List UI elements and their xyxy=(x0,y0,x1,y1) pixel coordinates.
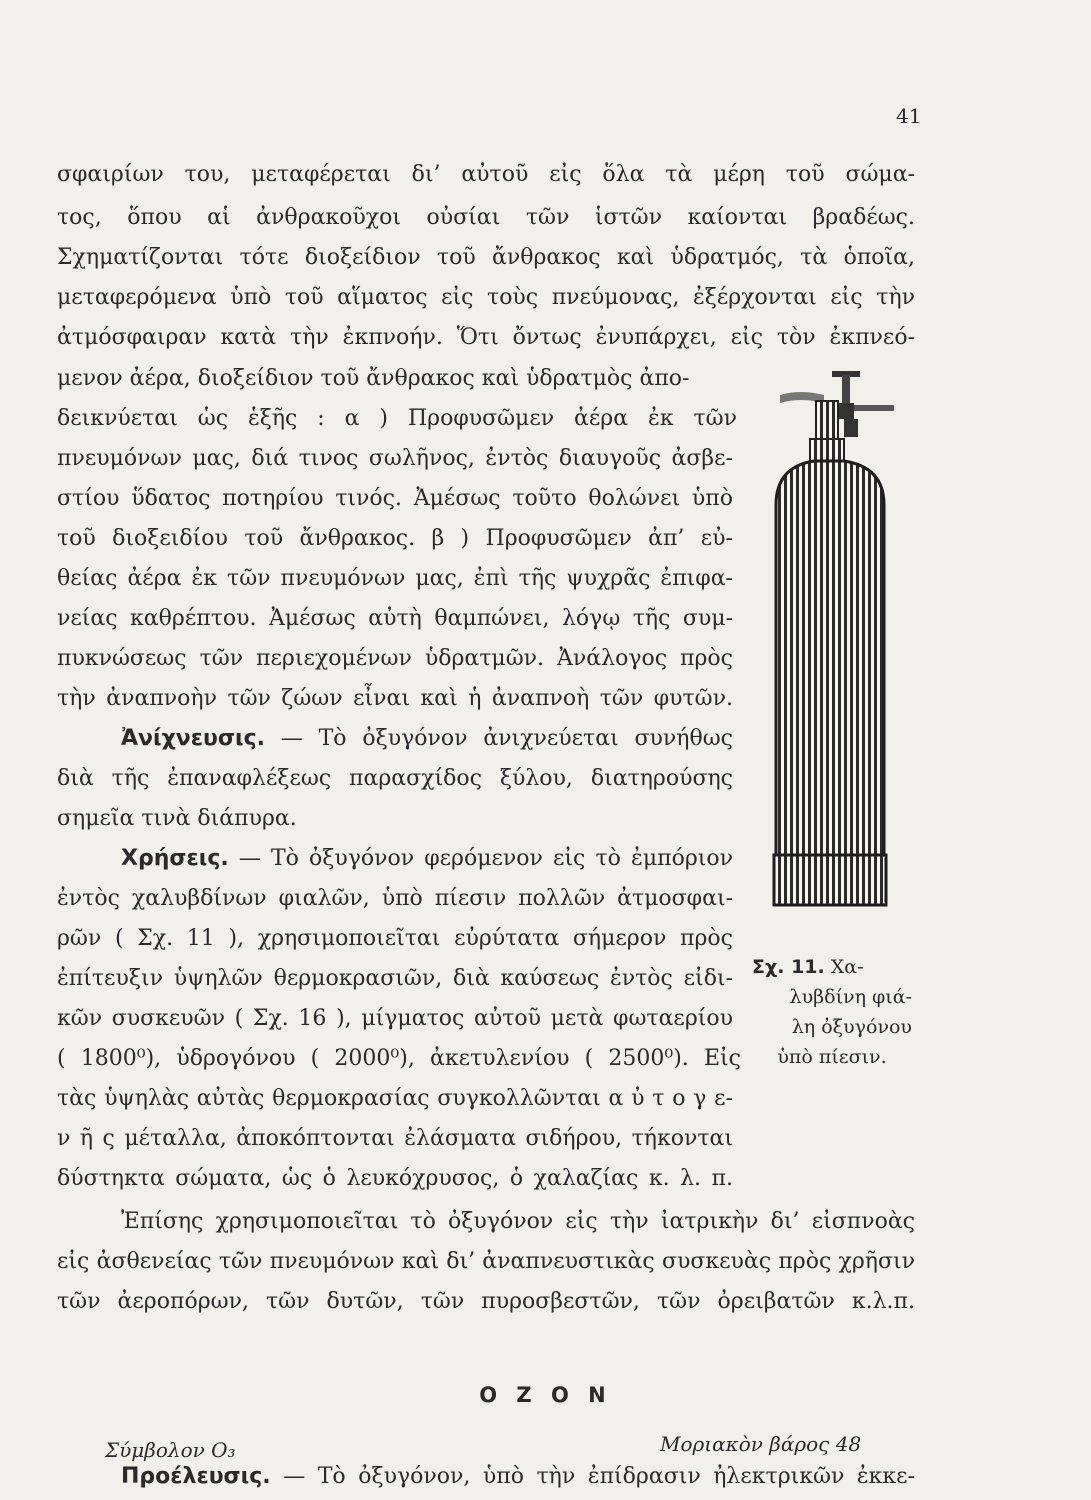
text-line: θείας ἀέρα ἐκ τῶν πνευμόνων μας, ἐπὶ τῆς ψυχρᾶς ἐπιφα- xyxy=(57,566,733,591)
text-line: τος, ὅπου αἱ ἀνθρακοῦχοι οὐσίαι τῶν ἱστῶν καίονται βραδέως. xyxy=(57,205,915,230)
text-line: Ἐπίσης χρησιμοποιεῖται τὸ ὀξυγόνον εἰς τὴν ἰατρικὴν δι’ εἰσπνοὰς xyxy=(121,1209,915,1234)
figure-caption-line: ὑπὸ πίεσιν. xyxy=(777,1046,887,1068)
text-line: ν ῆ ς μέταλλα, ἀποκόπτονται ἐλάσματα σιδήρου, τήκονται xyxy=(57,1126,733,1151)
text-line: Σχηματίζονται τότε διοξείδιον τοῦ ἄνθρακος καὶ ὑδρατμός, τὰ ὁποῖα, xyxy=(57,245,915,270)
text-line: νείας καθρέπτου. Ἀμέσως αὐτὴ θαμπώνει, λόγῳ τῆς συμ- xyxy=(57,606,733,631)
detection-line xyxy=(121,724,733,754)
symbol-label: Σύμβολον O₃ xyxy=(105,1438,236,1462)
figure-label: Σχ. 11. xyxy=(752,956,825,978)
text-line: τὰς ὑψηλὰς αὐτὰς θερμοκρασίας συγκολλῶνται α ὐ τ ο γ ε- xyxy=(57,1086,733,1111)
text-line: ἐπίτευξιν ὑψηλῶν θερμοκρασιῶν, διὰ καύσεως ἐντὸς εἰδι- xyxy=(57,966,733,991)
text-line: τῶν ἀεροπόρων, τῶν δυτῶν, τῶν πυροσβεστῶν, τῶν ὀρειβατῶν κ.λ.π. xyxy=(57,1289,915,1314)
text-line: μενον ἀέρα, διοξείδιον τοῦ ἄνθρακος καὶ ὑδρατμὸς ἀπο- xyxy=(57,366,690,391)
text-line: στίου ὕδατος ποτηρίου τινός. Ἀμέσως τοῦτο θολώνει ὑπὸ xyxy=(57,486,733,511)
text-line: τοῦ διοξειδίου τοῦ ἄνθρακος. β ) Προφυσῶμεν ἀπ’ εὐ- xyxy=(57,526,733,551)
oxygen-cylinder-illustration xyxy=(760,355,940,925)
page-number: 41 xyxy=(896,104,922,128)
cylinder-base xyxy=(774,855,886,905)
text-line: τὴν ἀναπνοὴν τῶν ζώων εἶναι καὶ ἡ ἀναπνοὴ τῶν φυτῶν. xyxy=(57,686,733,711)
text-line: δύστηκτα σώματα, ὡς ὁ λευκόχρυσος, ὁ χαλαζίας κ. λ. π. xyxy=(57,1166,733,1191)
figure-caption-line: λη ὀξυγόνου xyxy=(791,1016,912,1038)
text-line: διὰ τῆς ἐπαναφλέξεως παρασχίδος ξύλου, διατηρούσης xyxy=(57,766,733,791)
valve xyxy=(780,371,894,469)
origin-heading: Προέλευσις. xyxy=(121,1464,271,1489)
text-line: κῶν συσκευῶν ( Σχ. 16 ), μίγματος αὐτοῦ μετὰ φωταερίου xyxy=(57,1006,733,1031)
uses-text: — Τὸ ὀξυγόνον φερόμενον εἰς τὸ ἐμπόριον xyxy=(238,846,733,871)
text-line: εἰς ἀσθενείας τῶν πνευμόνων καὶ δι’ ἀναπνευστικὰς συσκευὰς πρὸς χρῆσιν xyxy=(57,1249,915,1274)
text-line: ἀτμόσφαιραν κατὰ τὴν ἐκπνοήν. Ὅτι ὄντως ἐνυπάρχει, εἰς τὸν ἐκπνεό- xyxy=(57,325,915,350)
text-line: ρῶν ( Σχ. 11 ), χρησιμοποιεῖται εὐρύτατα σήμερον πρὸς xyxy=(57,926,733,951)
text-line: πυκνώσεως τῶν περιεχομένων ὑδρατμῶν. Ἀνάλογος πρὸς xyxy=(57,646,733,671)
text-line: σημεῖα τινὰ διάπυρα. xyxy=(57,806,297,831)
text-line: ( 1800⁰), ὑδρογόνου ( 2000⁰), ἀκετυλενίου ( 2500⁰). Εἰς xyxy=(57,1046,741,1071)
section-title: Ο Ζ Ο Ν xyxy=(479,1383,612,1407)
text-line: μεταφερόμενα ὑπὸ τοῦ αἵματος εἰς τοὺς πνεύμονας, ἐξέρχονται εἰς τὴν xyxy=(57,285,915,310)
origin-text: — Τὸ ὀξυγόνον, ὑπὸ τὴν ἐπίδρασιν ἠλεκτρικῶν ἐκκε- xyxy=(283,1464,915,1489)
origin-line xyxy=(121,1462,915,1492)
figure-caption-line: λυβδίνη φιά- xyxy=(789,986,912,1008)
detection-heading: Ἀνίχνευσις. xyxy=(121,726,265,751)
text-line: σφαιρίων του, μεταφέρεται δι’ αὐτοῦ εἰς ὅλα τὰ μέρη τοῦ σώμα- xyxy=(57,162,915,187)
uses-heading: Χρήσεις. xyxy=(121,846,229,871)
molecular-weight-label: Μοριακὸν βάρος 48 xyxy=(660,1432,862,1456)
text-line: ἐντὸς χαλυβδίνων φιαλῶν, ὑπὸ πίεσιν πολλῶν ἀτμοσφαι- xyxy=(57,886,733,911)
text-line: δεικνύεται ὡς ἑξῆς : α ) Προφυσῶμεν ἀέρα ἐκ τῶν xyxy=(57,406,737,431)
detection-text: — Τὸ ὀξυγόνον ἀνιχνεύεται συνήθως xyxy=(280,726,733,751)
figure-caption: Σχ. 11. Χα- xyxy=(752,956,864,978)
uses-line xyxy=(121,844,733,874)
text-line: πνευμόνων μας, διά τινος σωλῆνος, ἐντὸς διαυγοῦς ἀσβε- xyxy=(57,446,733,471)
cylinder-body xyxy=(776,461,884,905)
